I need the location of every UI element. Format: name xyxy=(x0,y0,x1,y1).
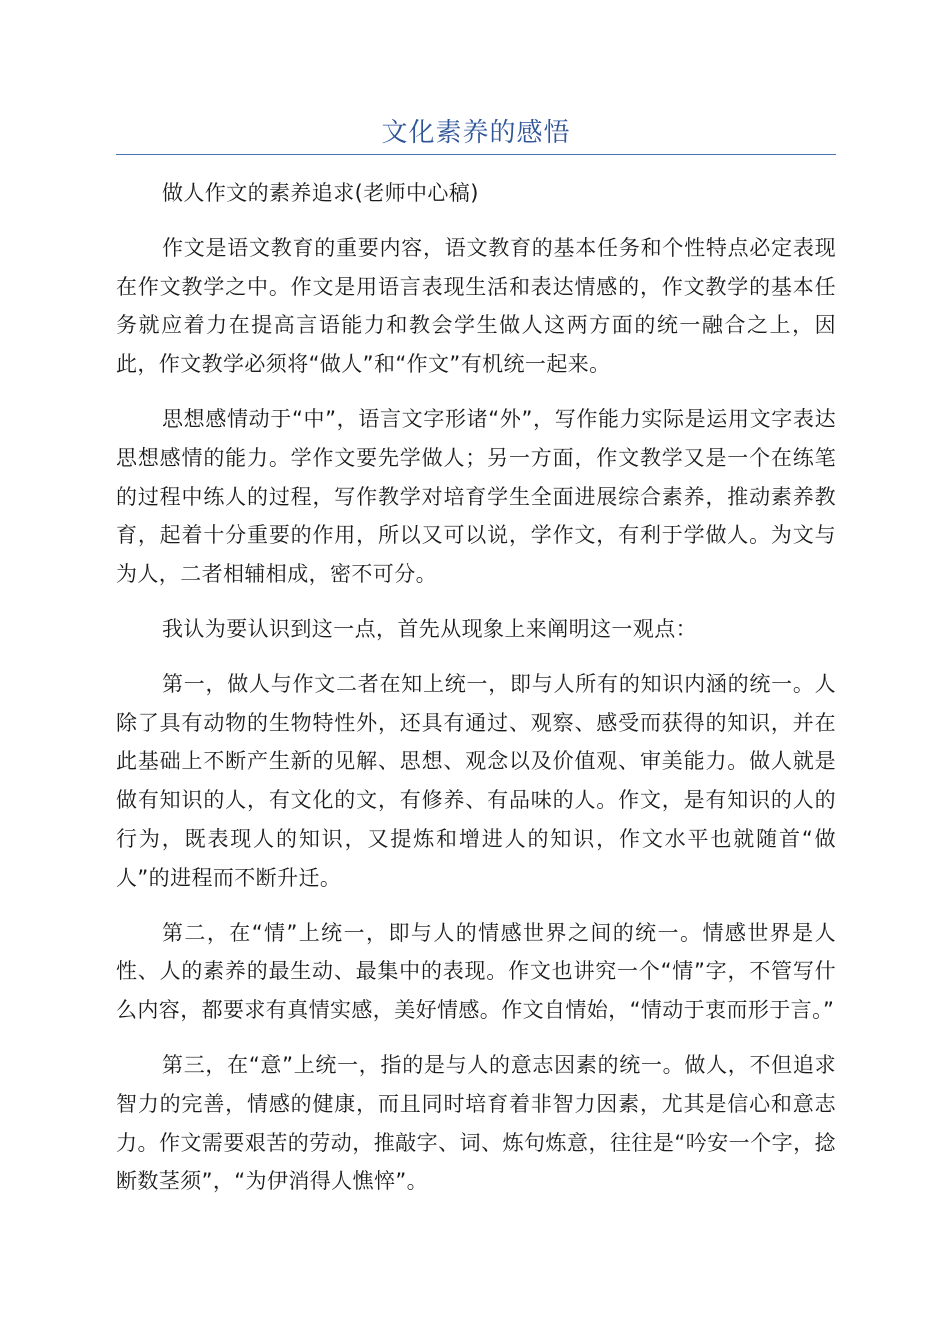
body-paragraph: 第二，在“情”上统一，即与人的情感世界之间的统一。情感世界是人性、人的素养的最生动、最集中的表现。作文也讲究一个“情”字，不管写什么内容，都要求有真情实感，美好情感。作文自情始，“情动于衷而形于言。” xyxy=(116,920,836,1023)
body-paragraph: 思想感情动于“中”，语言文字形诸“外”，写作能力实际是运用文字表达思想感情的能力。学作文要先学做人；另一方面，作文教学又是一个在练笔的过程中练人的过程，写作教学对培育学生全面进展综合素养，推动素养教育，起着十分重要的作用，所以又可以说，学作文，有利于学做人。为文与为人，二者相辅相成，密不可分。 xyxy=(116,406,836,587)
title-underline xyxy=(116,154,836,155)
document-title: 文化素养的感悟 xyxy=(381,118,571,148)
body-paragraph: 第三，在“意”上统一，指的是与人的意志因素的统一。做人，不但追求智力的完善，情感的健康，而且同时培育着非智力因素，尤其是信心和意志力。作文需要艰苦的劳动，推敲字、词、炼句炼意，往往是“吟安一个字，捻断数茎须”，“为伊消得人憔悴”。 xyxy=(116,1052,836,1194)
document-body xyxy=(116,174,836,1217)
subtitle-paragraph: 做人作文的素养追求(老师中心稿) xyxy=(162,181,479,205)
body-paragraph: 第一，做人与作文二者在知上统一，即与人所有的知识内涵的统一。人除了具有动物的生物特性外，还具有通过、观察、感受而获得的知识，并在此基础上不断产生新的见解、思想、观念以及价值观、审美能力。做人就是做有知识的人，有文化的文，有修养、有品味的人。作文，是有知识的人的行为，既表现人的知识，又提炼和增进人的知识，作文水平也就随首“做人”的进程而不断升迁。 xyxy=(116,671,836,890)
body-paragraph: 作文是语文教育的重要内容，语文教育的基本任务和个性特点必定表现在作文教学之中。作文是用语言表现生活和表达情感的，作文教学的基本任务就应着力在提高言语能力和教会学生做人这两方面的统一融合之上，因此，作文教学必须将“做人”和“作文”有机统一起来。 xyxy=(116,235,836,377)
body-paragraph: 我认为要认识到这一点，首先从现象上来阐明这一观点： xyxy=(162,616,697,641)
